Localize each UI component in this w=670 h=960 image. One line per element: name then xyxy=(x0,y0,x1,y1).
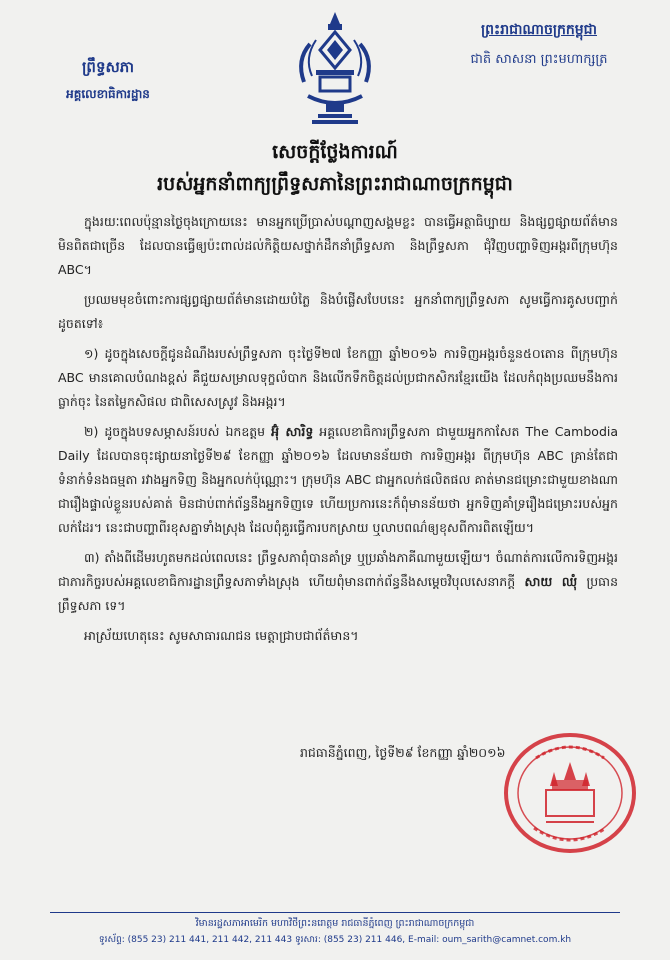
paragraph-clarification: ប្រឈមមុខចំពោះការផ្សព្វផ្សាយព័ត៌មានដោយបំភ្លៃ និងបំផ្លើសបែបនេះ អ្នកនាំពាក្យព្រឹទ្ធសភា សូមធ្វើការគូសបញ្ជាក់ដូចតទៅ៖ xyxy=(58,292,618,331)
kingdom-name: ព្រះរាជាណាចក្រកម្ពុជា xyxy=(480,22,597,38)
point-2-text-end: អគ្គលេខាធិការព្រឹទ្ធសភា ជាមួយអ្នកកាសែត The Cambodia Daily ដែលបានចុះផ្សាយនាថ្ងៃទី២៩ ខែកញ្ញា ឆ្នាំ២០១៦ ដែលមានន័យថា ការទិញអង្ករ ពីក្រុមហ៊ុន ABC គ្រាន់តែជាទំនាក់ទំនងធម្មតា រវាងអ្នកទិញ និងអ្នកលក់ប៉ុណ្ណោះ។ ក្រុមហ៊ុន ABC ជាអ្នកលក់ផលិតផល គាត់មានជម្រោះជាមួយខាងណា ជារឿងផ្ទាល់ខ្លួនរបស់គាត់ មិនជាប់ពាក់ព័ន្ធនឹងអ្នកទិញទេ ហើយប្រការនេះក៏ពុំមានន័យថា អ្នកទិញគាំទ្ររឿងជម្រោះរបស់អ្នកលក់ដែរ។ នេះជាបញ្ហាពីរខុសគ្នាទាំងស្រុង ដែលពុំគួរធ្វើការបកស្រាយ ឬលាបពណ៌ឲ្យខុសពីការពិតឡើយ។ xyxy=(58,424,619,535)
letterhead-footer xyxy=(50,917,620,947)
title-line-2: របស់អ្នកនាំពាក្យព្រឹទ្ធសភានៃព្រះរាជាណាចក្រកម្ពុជា xyxy=(157,173,513,195)
footer-divider xyxy=(50,912,620,913)
paragraph-point-2 xyxy=(58,420,618,540)
secretariat-name: អគ្គលេខាធិការដ្ឋាន xyxy=(66,87,150,101)
document-title xyxy=(0,140,670,200)
point-2-text-start: ២) ដូចក្នុងបទសម្ភាសន៍របស់ ឯកឧត្តម xyxy=(84,424,272,439)
point-3-text-end: ប្រធានព្រឹទ្ធសភា ទេ។ xyxy=(58,574,618,613)
senate-name: ព្រឹទ្ធសភា xyxy=(81,58,135,76)
kingdom-header xyxy=(444,20,634,70)
paragraph-closing: អាស្រ័យហេតុនេះ សូមសាធារណជន មេត្តាជ្រាបជាព័ត៌មាន។ xyxy=(84,628,359,643)
title-line-1: សេចក្តីថ្លែងការណ៍ xyxy=(272,141,398,163)
national-motto: ជាតិ សាសនា ព្រះមហាក្សត្រ xyxy=(470,52,608,67)
paragraph-point-3 xyxy=(58,546,618,618)
senate-header xyxy=(38,58,178,104)
royal-emblem-icon xyxy=(290,10,380,130)
footer-contact: ទូរស័ព្ទ: (855 23) 211 441, 211 442, 211 443 ទូរសារ: (855 23) 211 446, E-mail: oum_sarith@camnet.com.kh xyxy=(98,935,572,945)
place-date-line: រាជធានីភ្នំពេញ, ថ្ងៃទី២៩ ខែកញ្ញា ឆ្នាំ២០១៦ xyxy=(300,745,506,760)
official-stamp-icon xyxy=(500,728,640,858)
document-body xyxy=(58,210,618,654)
paragraph-point-1: ១) ដូចក្នុងសេចក្តីជូនដំណឹងរបស់ព្រឹទ្ធសភា ចុះថ្ងៃទី២៧ ខែកញ្ញា ឆ្នាំ២០១៦ ការទិញអង្ករចំនួន៥០តោន ពីក្រុមហ៊ុន ABC មានគោលបំណងខ្ពស់ គឺជួយសម្រាលទុក្ខលំបាក និងលើកទឹកចិត្តដល់ប្រជាកសិករខ្មែរយើង ដែលកំពុងប្រឈមនឹងការធ្លាក់ចុះ នៃតម្លៃកសិផល ជាពិសេសស្រូវ និងអង្ករ។ xyxy=(58,346,618,409)
footer-address: វិមានរដ្ឋសភាអាមេរិក មហាវិថីព្រះនរោត្តម រាជធានីភ្នំពេញ ព្រះរាជាណាចក្រកម្ពុជា xyxy=(195,918,475,929)
point-2-person-name: អ៊ុំ សារិទ្ធ xyxy=(271,424,314,439)
point-3-text-start: ៣) តាំងពីដើមរហូតមកដល់ពេលនេះ ព្រឹទ្ធសភាពុំបានគាំទ្រ ឬប្រឆាំងភាគីណាមួយឡើយ។ ចំណាត់ការលើការទិញអង្ករ ជាភារកិច្ចរបស់អគ្គលេខាធិការដ្ឋានព្រឹទ្ធសភាទាំងស្រុង ហើយពុំមានពាក់ព័ន្ធនឹងសម្តេចវិបុលសេនាភក្តី xyxy=(58,550,618,589)
point-3-person-name: សាយ ឈុំ xyxy=(524,574,578,589)
paragraph-intro: ក្នុងរយៈពេលប៉ុន្មានថ្ងៃចុងក្រោយនេះ មានអ្នកប្រើប្រាស់បណ្តាញសង្គមខ្លះ បានធ្វើអត្ថាធិប្បាយ និងផ្សព្វផ្សាយព័ត៌មានមិនពិតជាច្រើន ដែលបានធ្វើឲ្យប៉ះពាល់ដល់កិត្តិយសថ្នាក់ដឹកនាំព្រឹទ្ធសភា និងព្រឹទ្ធសភា ជុំវិញបញ្ហាទិញអង្ករពីក្រុមហ៊ុន ABC។ xyxy=(58,214,618,277)
